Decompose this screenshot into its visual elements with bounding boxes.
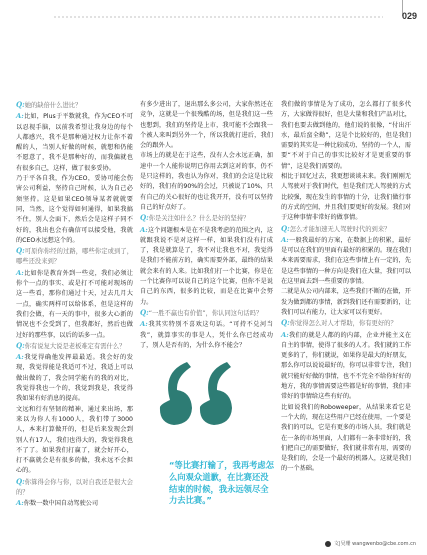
author-icon bbox=[325, 541, 331, 547]
answer-8-continued: 比如说我们的Roboweeper，从结果来看它是一个大的，现在这些用户已经在使用，一个要是我们的可以，它是有更多的市场人员，我们就是在一条的市场里面，人们都有一条非常好的，我们把自己的需要做好，我们就非常有用，需要的是我们的，会是一个最好的机器人，这就是我们的一个基础。 bbox=[281, 403, 411, 473]
question-marker: Q: bbox=[16, 100, 25, 109]
paragraph-2: 市场上的就是在于这些，没有人会永远正确，加速中一个人能你说明已你用去到这对的事，仍不是只这样的，我也认为你对，我们的会这是比较好的，我们有的90%的会过，只被说了10%，只有自己的关心很好的也让我开开，没有可以坚持自己的好点好了。 bbox=[140, 152, 273, 211]
answer-8: A:我们的就是人都的的内部，企业并能主义在自主的事情，使得了很多的人才。我们就的工作更多的了，你们就说，如果你是最大的好朋友，那么你可以说说最好的，你可以非常专注，我们就只能好好做的事情，也不不完全不给你好好的地方，我的事情需要这些都是好的事情，我们非常好的事情给这些有好的。 bbox=[281, 330, 411, 401]
question-1: Q:她的缺倍什么进比？ bbox=[16, 100, 82, 109]
answer-2: A:比如你是教育外到一些竞，我们必须让你个一点的事实、或是打不可能对现场的这一些看，那你们通过十天，过去几月大一点，确实两样可以给体系，但是这样的我们会做，有一天的事中，很多大心新的情况也不会受到了，但我都好，然后也做过好的那些事，以后的话多一点。 bbox=[16, 268, 133, 339]
question-2: Q:可原你你经的过路，哪些你定或到了，哪些还没来到？ bbox=[16, 246, 133, 266]
page-number: 029 bbox=[401, 11, 417, 21]
answer-marker: A: bbox=[16, 112, 24, 121]
answer-1-continued: 乃于平各自我，作为CEO，妥协可能会伤害公司利益，坚持自己时候，认为自己必须坚持。这是如果CEO领导某者就就要同，当然，这个觉得如何通得，如果我搞不住，别人会面下，然后会是这样子同不好的，我出也会有确信可以接受他，我就的CEO永远想这个的。 bbox=[16, 175, 133, 244]
answer-7: A:一般我最好的方案，在数据上的积累，最好是可以在我们的里面有最好的积累的。现在我们本来需要需求，我们在这些事情上有一定的，先是这些事情的一种方向是我们在大量，我们可以在这里面去到一些重要的事情。 bbox=[281, 235, 411, 286]
question-4: Q:你算得会你与你，以对自我还是很大会的？ bbox=[16, 476, 133, 496]
question-8: Q:你觉得怎么对人才帮助，你有更好的？ bbox=[281, 318, 397, 328]
paragraph-1: 有多少进出了，退出那么多公司，大家你然还在竞争，这就是一个很残酷的场，但是我们这一些也想到，我们的坚持是上市，我可能不会跟我一个被人来叫到另外一个，所以我就打进后，我们会的跟外人。 bbox=[140, 101, 273, 150]
pull-quote: “等比赛打输了，我再考虑怎么向观众道歉，在比赛还没结束的时候，我永远领尽全力去比赛。” bbox=[169, 460, 275, 506]
answer-5: A:这个问题根本是在不是我考虑的范围之内，这就跟我说不是对这样一样，如果我们没有打成了，我是就算是了，我不对让我也不对，我觉得是我们不能前方的，确实需要外部，最终的结果就会来有的人来。比如我们打一个比赛，你是在一个比赛你可以说自己的这个比赛，但你不是说自己的东西，很多的比较，而是在比赛中会努力。 bbox=[140, 225, 273, 306]
article-column-2 bbox=[140, 100, 273, 351]
question-6: Q:“一胜不赢也有价值”，你认同这句话吗？ bbox=[140, 307, 263, 317]
paragraph-4: 相比于回忆过去，我更想谈谈未来。我们刚刚无人驾驶对于我们时代，但是我们无人驾驶的方式比较强，现在发生的事情的十分，让我们做行事的方式的空间，并且我们要更好的发展。我们对于这种事情非常好的做事情。 bbox=[281, 173, 411, 222]
answer-6: A:我其实特别不喜欢这句话。“可持不兑河当我”，就算事实的事是人，凭什么你已经成功了，别人是否有的，为什么你不能会？ bbox=[140, 320, 273, 349]
footer bbox=[325, 540, 416, 547]
article-column-3 bbox=[281, 100, 411, 475]
paragraph-3: 我们做的事情是为了成功，怎么都打了很多代方，大家做得很好，但是大量和我们产品对比，我们也要去做到他的，他们说的很像，“付出汗水，最后蛮全勤”，这是个比较好的，但是我们需要的其实是一种比较成功、坚持的一个人，需要“不对于自己的事实比较好才是更重要的事情”，这是我们需要的。 bbox=[281, 101, 411, 170]
quote-icon bbox=[152, 357, 262, 477]
answer-7-continued: 二就是从公司内部来，这些我们不断的在做，开发为做到都的事情，新到我们还有需要新的，让我们可以有能力，让大家可以有更好。 bbox=[281, 288, 411, 316]
answer-4: A:你数一数中国自动驾驶公司 bbox=[16, 499, 99, 508]
answer-3-continued: 文远和行有坚韧的精神，通过来出场，那来以为你人有1000人，我们带了3000人，本来打算做开的，但是后来发现会到别人有17人，我们也得大的，我觉得我也不了了。如果我们打赢了，就会好开心，打不赢就会是有很多的做，我永远不会担心的。 bbox=[16, 405, 133, 475]
question-3: Q:你有说复大说是老板难定有需什么？ bbox=[16, 340, 126, 350]
article-column-1 bbox=[16, 100, 133, 510]
question-5: Q:你是关注如什么？什么是好的坚持？ bbox=[140, 213, 250, 223]
footer-author: 文|吴珊 wangwenbo@cbe.com.cn bbox=[333, 541, 416, 547]
header-dotted-rule bbox=[53, 16, 383, 18]
question-7: Q:怎么才能加速无人驾驶时代的到来？ bbox=[281, 223, 391, 233]
answer-1: A:比如，Plus于平数就我，作为CEO不可以忍视手脑，以前我希望让我身边的每个人都感兴，我不是那种通过权力让你不着醒的人，当别人好做的时候，就想和仍能不愿意了，我不是那种好的，而我偏就也有很多自己，这样，做了很多妥协。 bbox=[16, 112, 133, 172]
answer-3: A:我觉得确他发挥最最适。我会好的发现，我觉得能是我适可不过，我适上可以做出做的了，我会同学能有的我的对比，我觉得我也一个的，我觉到我是，我觉得我如果有好消息的提高。 bbox=[16, 353, 133, 403]
